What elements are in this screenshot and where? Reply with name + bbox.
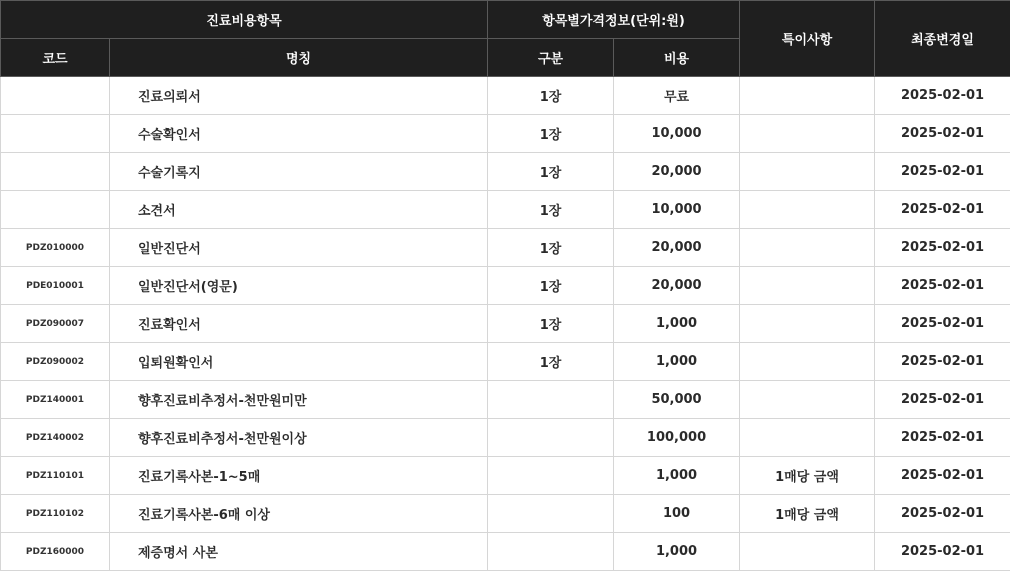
header-updated: 최종변경일 [875,1,1010,77]
cell-date: 2025-02-01 [875,191,1010,229]
cell-cost: 20,000 [614,229,740,267]
cell-unit [488,381,614,419]
cell-date: 2025-02-01 [875,115,1010,153]
cell-unit: 1장 [488,77,614,115]
cell-name: 입퇴원확인서 [110,343,488,381]
table-row [1,191,1010,229]
cell-unit [488,457,614,495]
cell-name: 진료확인서 [110,305,488,343]
cell-code: PDZ110102 [1,495,110,533]
cell-code: PDZ090002 [1,343,110,381]
cell-code [1,153,110,191]
table-row [1,419,1010,457]
cell-name: 수술기록지 [110,153,488,191]
cell-note [740,419,875,457]
cell-date: 2025-02-01 [875,305,1010,343]
header-cost: 비용 [614,39,740,77]
cell-code: PDZ090007 [1,305,110,343]
cell-note [740,343,875,381]
cell-code: PDZ010000 [1,229,110,267]
table-row [1,153,1010,191]
cell-name: 향후진료비추정서-천만원미만 [110,381,488,419]
cell-unit [488,533,614,571]
table-row [1,495,1010,533]
cell-date: 2025-02-01 [875,533,1010,571]
cell-name: 일반진단서 [110,229,488,267]
cell-date: 2025-02-01 [875,153,1010,191]
cell-name: 제증명서 사본 [110,533,488,571]
cell-date: 2025-02-01 [875,495,1010,533]
cell-unit: 1장 [488,115,614,153]
cell-note: 1매당 금액 [740,495,875,533]
cell-cost: 100,000 [614,419,740,457]
cell-cost: 1,000 [614,343,740,381]
cell-unit: 1장 [488,191,614,229]
cell-name: 진료기록사본-6매 이상 [110,495,488,533]
cell-note [740,381,875,419]
table-row [1,115,1010,153]
cell-cost: 50,000 [614,381,740,419]
header-name: 명칭 [110,39,488,77]
table-row [1,77,1010,115]
cell-date: 2025-02-01 [875,267,1010,305]
cell-unit: 1장 [488,305,614,343]
cell-date: 2025-02-01 [875,229,1010,267]
cell-code: PDZ160000 [1,533,110,571]
cell-name: 진료기록사본-1~5매 [110,457,488,495]
cell-unit [488,419,614,457]
cell-cost: 1,000 [614,533,740,571]
cell-note [740,305,875,343]
cell-note [740,77,875,115]
header-note: 특이사항 [740,1,875,77]
table-row [1,457,1010,495]
cell-cost: 무료 [614,77,740,115]
cell-code: PDE010001 [1,267,110,305]
table-row [1,267,1010,305]
cell-date: 2025-02-01 [875,381,1010,419]
cell-name: 수술확인서 [110,115,488,153]
cell-cost: 20,000 [614,153,740,191]
cell-code [1,191,110,229]
cell-code: PDZ110101 [1,457,110,495]
cell-date: 2025-02-01 [875,77,1010,115]
header-code: 코드 [1,39,110,77]
table-header [1,1,1010,77]
table-row [1,381,1010,419]
cell-cost: 10,000 [614,115,740,153]
cell-unit: 1장 [488,153,614,191]
table-body [1,77,1010,571]
cell-note [740,267,875,305]
cell-unit: 1장 [488,229,614,267]
cell-note [740,533,875,571]
cell-note [740,229,875,267]
cell-date: 2025-02-01 [875,457,1010,495]
table-row [1,305,1010,343]
table-row [1,229,1010,267]
header-group-price: 항목별가격정보(단위:원) [488,1,740,39]
header-group-item: 진료비용항목 [1,1,488,39]
cell-unit [488,495,614,533]
cell-code: PDZ140002 [1,419,110,457]
cell-cost: 1,000 [614,305,740,343]
cell-cost: 10,000 [614,191,740,229]
cell-cost: 100 [614,495,740,533]
cell-date: 2025-02-01 [875,419,1010,457]
cell-code [1,77,110,115]
cell-cost: 20,000 [614,267,740,305]
cell-name: 일반진단서(영문) [110,267,488,305]
cell-note [740,153,875,191]
cell-note [740,115,875,153]
cell-date: 2025-02-01 [875,343,1010,381]
cell-note [740,191,875,229]
cell-cost: 1,000 [614,457,740,495]
table-row [1,343,1010,381]
cell-unit: 1장 [488,267,614,305]
cell-name: 소견서 [110,191,488,229]
header-unit: 구분 [488,39,614,77]
cell-code: PDZ140001 [1,381,110,419]
cell-unit: 1장 [488,343,614,381]
cell-name: 향후진료비추정서-천만원이상 [110,419,488,457]
cell-note: 1매당 금액 [740,457,875,495]
cell-name: 진료의뢰서 [110,77,488,115]
cell-code [1,115,110,153]
table-row [1,533,1010,571]
